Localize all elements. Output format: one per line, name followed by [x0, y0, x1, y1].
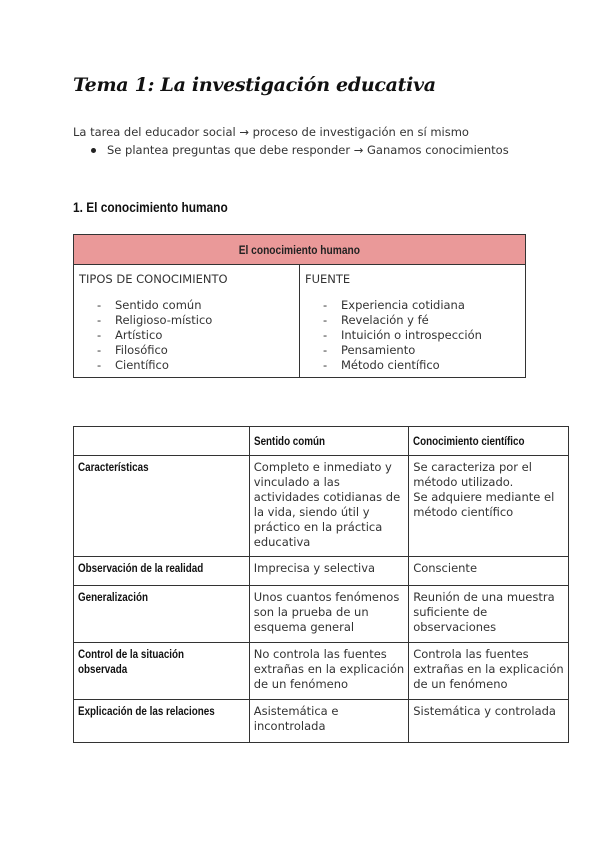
intro-block	[73, 123, 509, 159]
cell-common: Asistemática e incontrolada	[249, 700, 408, 743]
bullet-text: Se plantea preguntas que debe responder → Ganamos conocimientos	[107, 143, 509, 157]
table-row	[74, 643, 569, 700]
cell-common: No controla las fuentes extrañas en la explicación de un fenómeno	[249, 643, 408, 700]
source-column	[300, 265, 526, 378]
section-heading: 1. El conocimiento humano	[73, 199, 228, 215]
comparison-table	[73, 426, 569, 743]
bullet-item	[73, 141, 509, 159]
list-item: - Pensamiento	[323, 343, 416, 357]
knowledge-types-table	[73, 234, 526, 378]
cell-common: Unos cuantos fenómenos son la prueba de un esquema general	[249, 586, 408, 643]
header-cell-scientific: Conocimiento científico	[409, 427, 568, 456]
list-item: - Método científico	[323, 358, 440, 372]
column-title: FUENTE	[305, 272, 351, 286]
table-row	[74, 557, 569, 586]
table-row	[74, 586, 569, 643]
list-item: - Experiencia cotidiana	[323, 298, 465, 312]
page-title: Tema 1: La investigación educativa	[73, 74, 436, 96]
types-list	[79, 298, 294, 373]
cell-scientific: Consciente	[409, 557, 568, 586]
cell-common: Imprecisa y selectiva	[249, 557, 408, 586]
list-item: - Intuición o introspección	[323, 328, 482, 342]
row-label: Generalización	[74, 586, 250, 643]
list-item: - Sentido común	[97, 298, 202, 312]
bullet-icon	[91, 148, 96, 153]
list-item: - Científico	[97, 358, 169, 372]
row-label: Control de la situación observada	[74, 643, 250, 700]
row-label: Características	[74, 456, 250, 557]
header-cell-empty	[74, 427, 250, 456]
cell-scientific: Se caracteriza por el método utilizado. Se adquiere mediante el método científico	[409, 456, 568, 557]
row-label: Explicación de las relaciones	[74, 700, 250, 743]
column-title: TIPOS DE CONOCIMIENTO	[79, 272, 228, 286]
list-item: - Revelación y fé	[323, 313, 429, 327]
header-cell-common: Sentido común	[249, 427, 408, 456]
cell-scientific: Reunión de una muestra suficiente de observaciones	[409, 586, 568, 643]
cell-scientific: Controla las fuentes extrañas en la explicación de un fenómeno	[409, 643, 568, 700]
cell-common: Completo e inmediato y vinculado a las actividades cotidianas de la vida, siendo útil y práctico en la práctica educativa	[249, 456, 408, 557]
table-row	[74, 456, 569, 557]
table-header	[74, 235, 526, 265]
types-column	[74, 265, 300, 378]
cell-scientific: Sistemática y controlada	[409, 700, 568, 743]
source-list	[305, 298, 520, 373]
table-header-text: El conocimiento humano	[238, 242, 361, 257]
table-row	[74, 700, 569, 743]
table-header-row	[74, 427, 569, 456]
intro-line: La tarea del educador social → proceso de investigación en sí mismo	[73, 125, 469, 139]
list-item: - Filosófico	[97, 343, 168, 357]
row-label: Observación de la realidad	[74, 557, 250, 586]
list-item: - Artístico	[97, 328, 163, 342]
list-item: - Religioso-místico	[97, 313, 213, 327]
